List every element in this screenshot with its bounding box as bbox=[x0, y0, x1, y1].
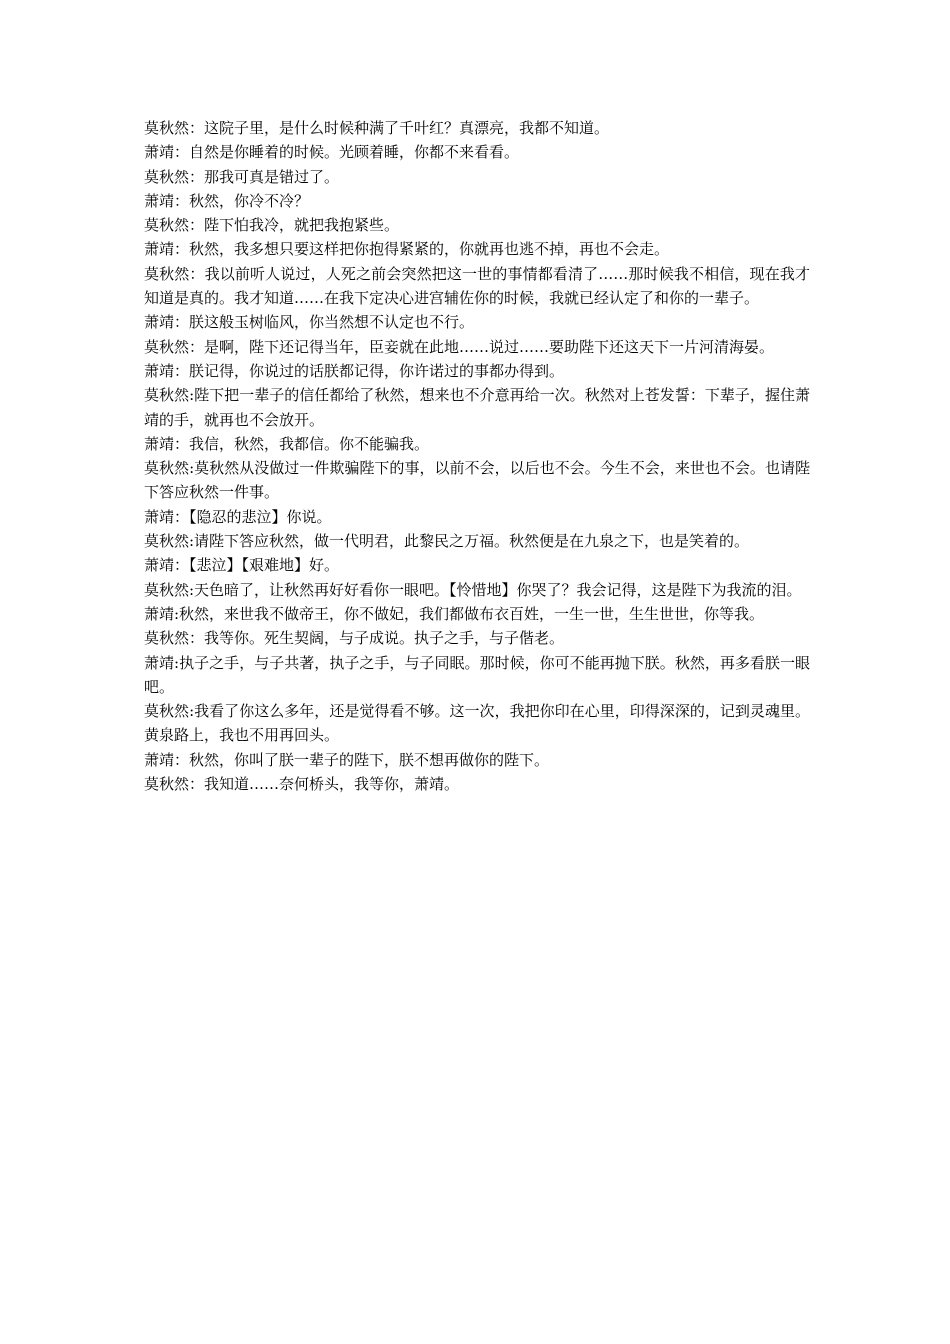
dialogue-line: 萧靖：我信，秋然，我都信。你不能骗我。 bbox=[144, 434, 430, 453]
dialogue-line: 莫秋然:请陛下答应秋然，做一代明君，此黎民之万福。秋然便是在九泉之下，也是笑着的。 bbox=[144, 532, 750, 551]
dialogue-line: 莫秋然：陛下怕我冷，就把我抱紧些。 bbox=[144, 216, 400, 235]
dialogue-line: 萧靖：朕这般玉树临风，你当然想不认定也不行。 bbox=[144, 313, 475, 332]
dialogue-line: 萧靖：【悲泣】【艰难地】好。 bbox=[144, 556, 340, 575]
dialogue-line: 萧靖：自然是你睡着的时候。光顾着睡，你都不来看看。 bbox=[144, 143, 520, 162]
dialogue-text bbox=[144, 116, 810, 796]
dialogue-line: 莫秋然:莫秋然从没做过一件欺骗陛下的事，以前不会，以后也不会。今生不会，来世也不会。也请陛下答应秋然一件事。 bbox=[144, 459, 810, 502]
dialogue-line: 莫秋然：那我可真是错过了。 bbox=[144, 167, 340, 186]
dialogue-line: 莫秋然：我以前听人说过，人死之前会突然把这一世的事情都看清了……那时候我不相信，现在我才知道是真的。我才知道……在我下定决心进宫辅佐你的时候，我就已经认定了和你的一辈子。 bbox=[144, 264, 810, 308]
dialogue-line: 莫秋然:天色暗了，让秋然再好好看你一眼吧。【怜惜地】你哭了？我会记得，这是陛下为我流的泪。 bbox=[144, 580, 802, 599]
dialogue-line: 萧靖:秋然，来世我不做帝王，你不做妃，我们都做布衣百姓，一生一世，生生世世，你等我。 bbox=[144, 604, 765, 623]
dialogue-line: 萧靖：【隐忍的悲泣】你说。 bbox=[144, 507, 332, 526]
dialogue-line: 莫秋然：是啊，陛下还记得当年，臣妾就在此地……说过……要助陛下还这天下一片河清海晏。 bbox=[144, 337, 775, 356]
dialogue-line: 萧靖：秋然，你冷不冷？ bbox=[144, 191, 310, 210]
dialogue-line: 萧靖:执子之手，与子共著，执子之手，与子同眠。那时候，你可不能再抛下朕。秋然，再多看朕一眼吧。 bbox=[144, 653, 810, 696]
dialogue-line: 莫秋然：这院子里，是什么时候种满了千叶红？真漂亮，我都不知道。 bbox=[144, 119, 610, 137]
dialogue-line: 莫秋然:陛下把一辈子的信任都给了秋然，想来也不介意再给一次。秋然对上苍发誓：下辈子，握住萧靖的手，就再也不会放开。 bbox=[144, 386, 810, 429]
dialogue-line: 萧靖：朕记得，你说过的话朕都记得，你许诺过的事都办得到。 bbox=[144, 361, 565, 380]
dialogue-line: 萧靖：秋然，你叫了朕一辈子的陛下，朕不想再做你的陛下。 bbox=[144, 750, 550, 769]
dialogue-line: 莫秋然：我等你。死生契阔，与子成说。执子之手，与子偕老。 bbox=[144, 629, 565, 648]
dialogue-line: 萧靖：秋然，我多想只要这样把你抱得紧紧的，你就再也逃不掉，再也不会走。 bbox=[144, 240, 670, 259]
dialogue-line: 莫秋然：我知道……奈何桥头，我等你，萧靖。 bbox=[144, 775, 460, 794]
dialogue-line: 莫秋然:我看了你这么多年，还是觉得看不够。这一次，我把你印在心里，印得深深的，记到灵魂里。黄泉路上，我也不用再回头。 bbox=[144, 702, 810, 745]
